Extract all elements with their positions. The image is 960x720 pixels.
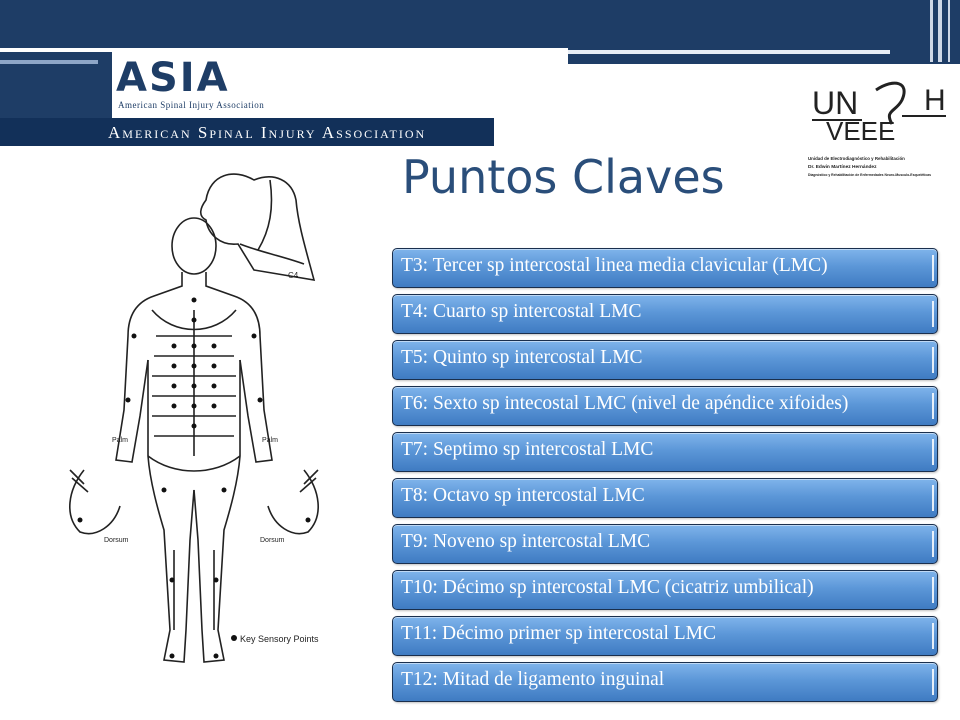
header-vbar [930, 0, 933, 62]
label-right-palm: Palm [262, 437, 278, 444]
label-c4: C4 [288, 271, 299, 280]
header-stripe [568, 50, 890, 54]
header-vbar [938, 0, 942, 62]
key-point-text: T7: Septimo sp intercostal LMC [401, 439, 654, 460]
key-point-text: T10: Décimo sp intercostal LMC (cicatriz umbilical) [401, 577, 814, 598]
key-point-text: T5: Quinto sp intercostal LMC [401, 347, 643, 368]
univ-line3: Diagnóstico y Rehabilitación de Enfermedades Neuro-Musculo-Esqueléticas [808, 173, 932, 177]
dermatome-figure [24, 160, 364, 700]
asia-logo: ASIA [116, 55, 230, 101]
key-points-list [392, 248, 938, 708]
key-point-text: T9: Noveno sp intercostal LMC [401, 531, 651, 552]
association-name: American Spinal Injury Association [108, 123, 427, 142]
label-right-dorsum: Dorsum [260, 537, 285, 544]
key-point-item [392, 248, 938, 288]
key-point-item [392, 432, 938, 472]
asia-logo-subtext: American Spinal Injury Association [118, 100, 265, 110]
key-point-text: T3: Tercer sp intercostal linea media clavicular (LMC) [401, 255, 828, 276]
key-point-item [392, 570, 938, 610]
page-title: Puntos Claves [402, 150, 725, 204]
univ-letters-bottom: VEEE [826, 116, 896, 146]
key-point-text: T12: Mitad de ligamento inguinal [401, 669, 665, 690]
hands [70, 470, 318, 534]
key-point-text: T4: Cuarto sp intercostal LMC [401, 301, 642, 322]
key-point-text: T8: Octavo sp intercostal LMC [401, 485, 645, 506]
key-point-item [392, 616, 938, 656]
key-point-text: T11: Décimo primer sp intercostal LMC [401, 623, 716, 644]
univ-line2: Dr. Edwin Martínez Hernández [808, 165, 877, 170]
univ-letters-right: H [924, 84, 946, 117]
univ-letters-left: UN [812, 85, 859, 121]
key-point-item [392, 478, 938, 518]
figure-legend: Key Sensory Points [240, 634, 319, 644]
header-vbar [948, 0, 950, 62]
key-point-item [392, 294, 938, 334]
logo-wing-stripe [0, 60, 98, 64]
univ-line1: Unidad de Electrodiagnóstico y Rehabilitación [808, 156, 905, 161]
label-left-palm: Palm [112, 437, 128, 444]
key-point-item [392, 386, 938, 426]
key-point-item [392, 524, 938, 564]
header-top-band [0, 0, 960, 48]
label-left-dorsum: Dorsum [104, 537, 129, 544]
body-outline [116, 218, 272, 662]
university-logo [806, 70, 956, 190]
head-profile [201, 174, 314, 280]
key-point-text: T6: Sexto sp intecostal LMC (nivel de apéndice xifoides) [401, 393, 849, 414]
key-point-item [392, 340, 938, 380]
key-point-item [392, 662, 938, 702]
